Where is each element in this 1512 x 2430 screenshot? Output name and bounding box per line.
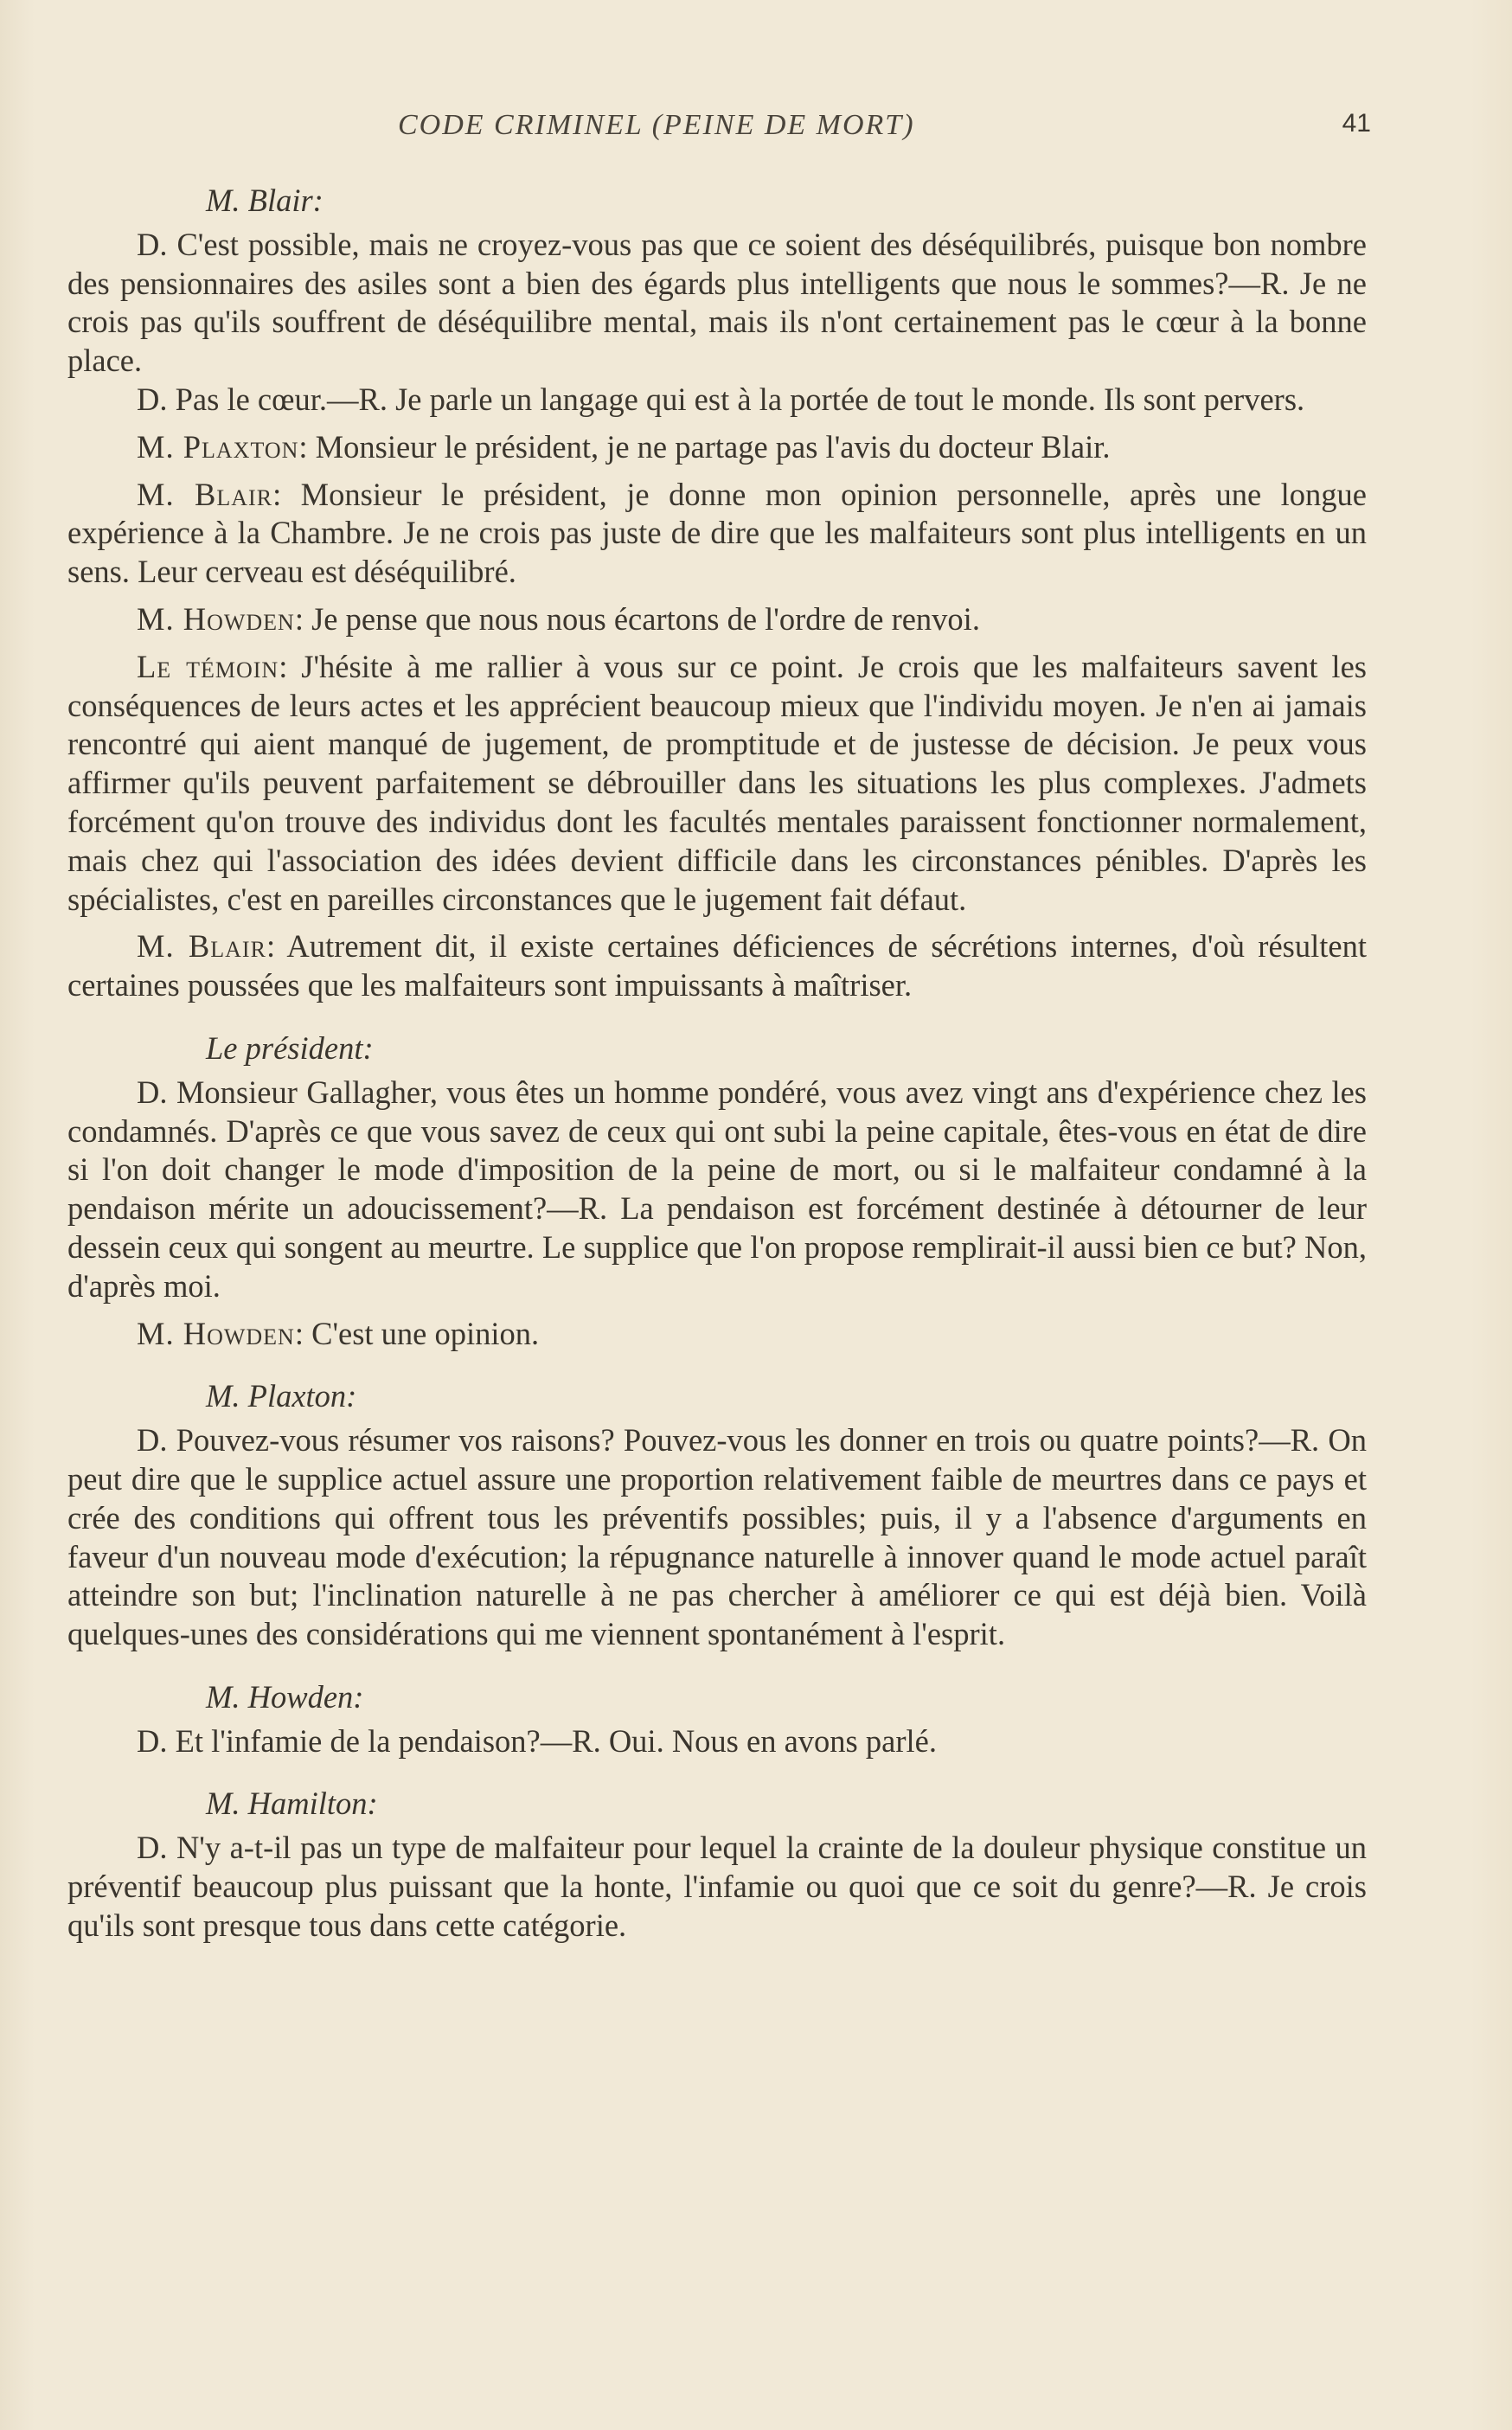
speaker-heading: M. Hamilton: <box>206 1786 378 1822</box>
speaker-name: M. Howden <box>137 600 295 637</box>
speaker-name: M. Plaxton <box>137 428 299 465</box>
speaker-heading: M. Howden: <box>206 1678 364 1715</box>
paragraph <box>67 927 1367 1005</box>
paragraph <box>67 1722 1367 1761</box>
paragraph <box>67 428 1367 467</box>
paragraph <box>67 476 1367 592</box>
paragraph-text: D. Pouvez-vous résumer vos raisons? Pouvez-vous les donner en trois ou quatre points?—R. On peut dire que le supplice actuel assure une proportion relativement faible de meurtres dans ce pays et crée des conditions qui offrent tous les préventifs possibles; puis, il y a l'absence d'arguments en faveur d'un nouveau mode d'exécution; la répugnance naturelle à innover quand le mode actuel paraît atteindre son but; l'inclination naturelle à ne pas chercher à améliorer ce qui est déjà bien. Voilà quelques-unes des considérations qui me viennent spontanément à l'esprit. <box>67 1422 1367 1652</box>
speaker-heading: M. Plaxton: <box>206 1378 357 1414</box>
paragraph <box>67 1829 1367 1945</box>
running-title: CODE CRIMINEL (PEINE DE MORT) <box>398 109 915 141</box>
body-text <box>67 182 1367 1946</box>
paragraph-text: D. Pas le cœur.—R. Je parle un langage qui est à la portée de tout le monde. Ils sont pervers. <box>137 381 1305 417</box>
paragraph-text: D. N'y a-t-il pas un type de malfaiteur pour lequel la crainte de la douleur physique constitue un préventif beaucoup plus puissant que la honte, l'infamie ou quoi que ce soit du genre?—R. Je crois qu'ils sont presque tous dans cette catégorie. <box>67 1830 1367 1943</box>
paragraph-text: : Je pense que nous nous écartons de l'ordre de renvoi. <box>294 600 980 637</box>
speaker-name: M. Blair <box>137 928 266 965</box>
speaker-name: M. Blair <box>137 476 273 512</box>
paragraph-text: : C'est une opinion. <box>294 1315 540 1351</box>
paragraph-text: D. Monsieur Gallagher, vous êtes un homme pondéré, vous avez vingt ans d'expérience chez les condamnés. D'après ce que vous savez de ceux qui ont subi la peine capitale, êtes-vous en état de dire si l'on doit changer le mode d'imposition de la peine de mort, ou si le malfaiteur condamné à la pendaison mérite un adoucissement?—R. La pendaison est forcément destinée à détourner de leur dessein ceux qui songent au meurtre. Le supplice que l'on propose remplirait-il aussi bien ce but? Non, d'après moi. <box>67 1074 1367 1304</box>
paragraph-text: D. C'est possible, mais ne croyez-vous pas que ce soient des déséquilibrés, puisque bon nombre des pensionnaires des asiles sont a bien des égards plus intelligents que nous le sommes?—R. Je ne crois pas qu'ils souffrent de déséquilibre mental, mais ils n'ont certainement pas le cœur à la bonne place. <box>67 226 1367 379</box>
paragraph <box>67 1074 1367 1306</box>
paragraph-text: : Monsieur le président, je donne mon opinion personnelle, après une longue expérience à la Chambre. Je ne crois pas juste de dire que les malfaiteurs sont plus intelligents en un sens. Leur cerveau est déséquilibré. <box>67 476 1367 590</box>
paragraph <box>67 226 1367 381</box>
paragraph-text: : Monsieur le président, je ne partage pas l'avis du docteur Blair. <box>298 428 1111 465</box>
paragraph <box>67 381 1367 420</box>
paragraph-text: : Autrement dit, il existe certaines déficiences de sécrétions internes, d'où résultent certaines poussées que les malfaiteurs sont impuissants à maîtriser. <box>67 928 1367 1003</box>
speaker-name: Le témoin <box>137 648 279 684</box>
paragraph <box>67 648 1367 920</box>
page-number: 41 <box>1342 109 1371 138</box>
speaker-name: M. Howden <box>137 1315 295 1351</box>
paragraph-text: : J'hésite à me rallier à vous sur ce point. Je crois que les malfaiteurs savent les conséquences de leurs actes et les apprécient beaucoup mieux que l'individu moyen. Je n'en ai jamais rencontré qui aient manqué de jugement, de promptitude et de justesse de décision. Je peux vous affirmer qu'ils peuvent parfaitement se débrouiller dans les situations les plus complexes. J'admets forcément qu'on trouve des individus dont les facultés mentales paraissent fonctionner normalement, mais chez qui l'association des idées devient difficile dans les circonstances pénibles. D'après les spécialistes, c'est en pareilles circonstances que le jugement fait défaut. <box>67 648 1367 917</box>
paragraph <box>67 1421 1367 1654</box>
paragraph <box>67 600 1367 639</box>
paragraph <box>67 1315 1367 1354</box>
speaker-heading: M. Blair: <box>206 183 324 218</box>
page-header <box>138 109 1384 147</box>
speaker-heading: Le président: <box>206 1029 374 1066</box>
paragraph-text: D. Et l'infamie de la pendaison?—R. Oui. Nous en avons parlé. <box>137 1722 937 1759</box>
